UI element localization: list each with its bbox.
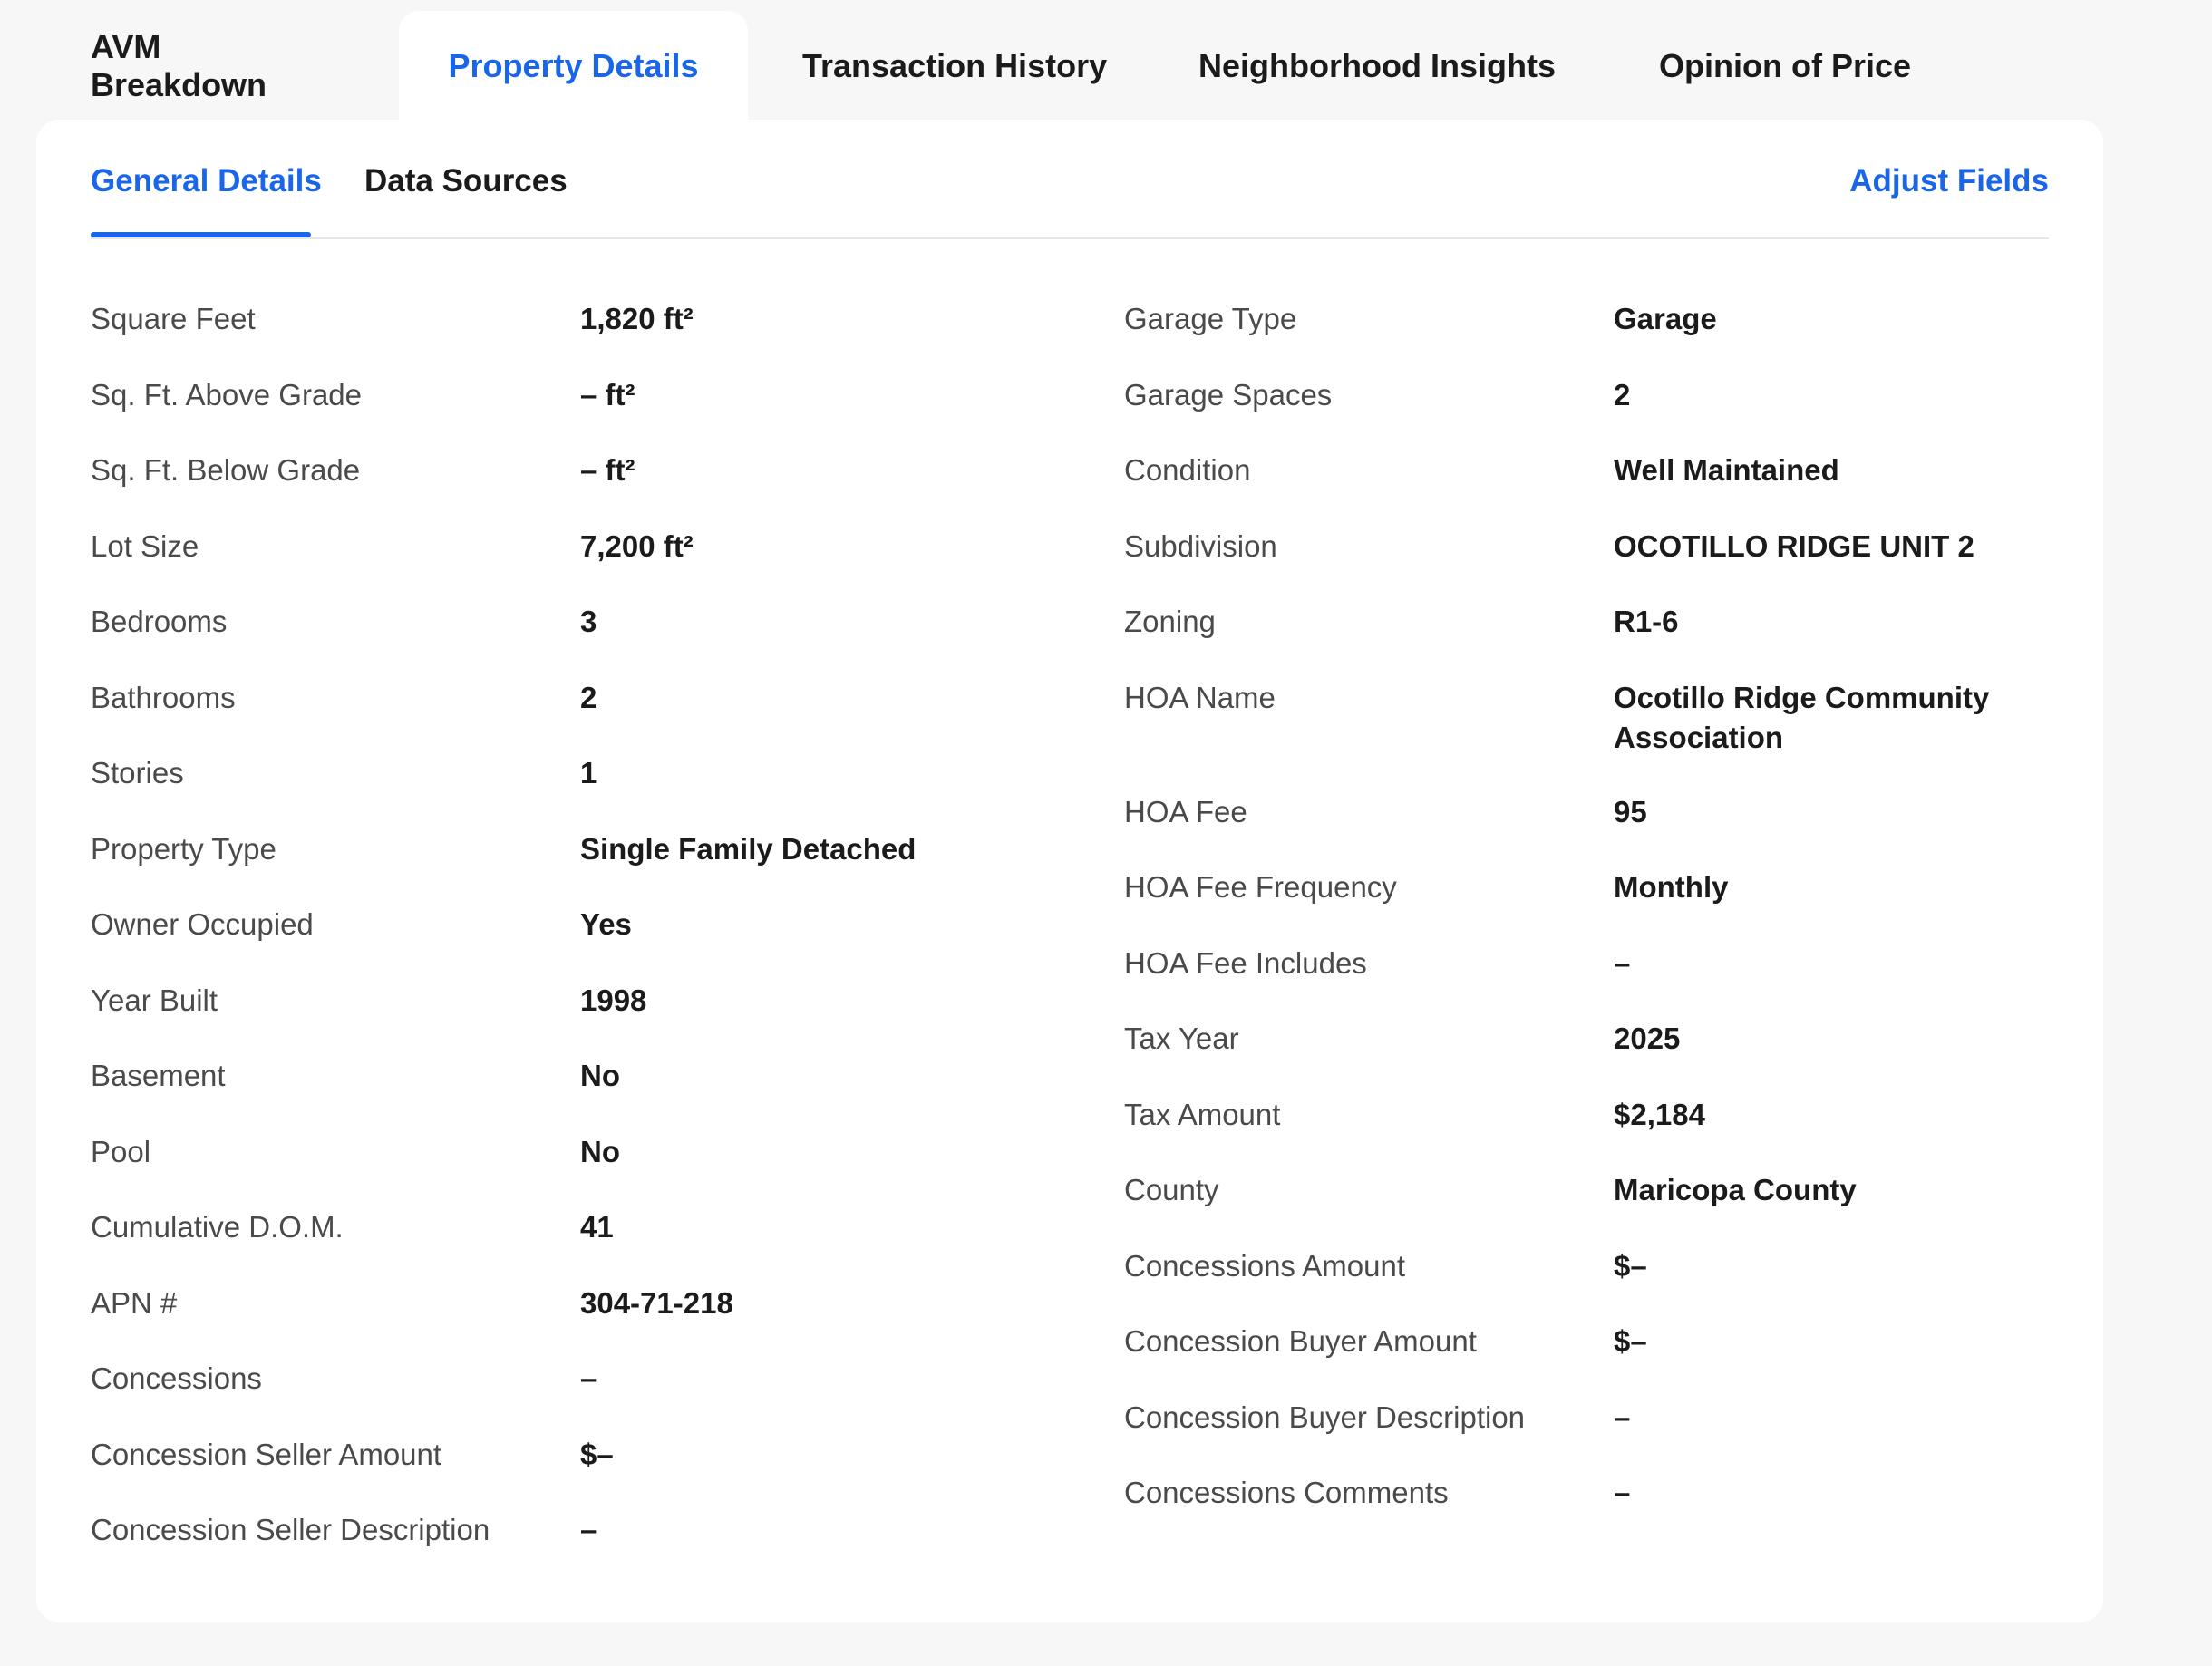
detail-value: $2,184 [1614,1097,1705,1131]
detail-value: – [580,1361,597,1395]
tab-neighborhood-insights[interactable]: Neighborhood Insights [1198,47,1556,84]
tab-opinion-of-price[interactable]: Opinion of Price [1659,47,1912,84]
details-card [36,120,2103,1622]
detail-label: Bedrooms [91,605,228,638]
detail-label: APN # [91,1285,178,1320]
detail-value: 2025 [1614,1022,1681,1055]
detail-label: Sq. Ft. Below Grade [91,453,361,487]
detail-label: Concession Buyer Description [1124,1400,1526,1434]
detail-label: Cumulative D.O.M. [91,1210,344,1244]
subtab-data-sources[interactable]: Data Sources [364,163,568,199]
detail-value: Single Family Detached [580,831,917,866]
detail-label: Concession Seller Amount [91,1437,442,1471]
detail-value: – [1614,1400,1631,1434]
detail-value: No [580,1059,620,1092]
detail-label: Tax Year [1124,1022,1239,1055]
detail-value: $– [1614,1324,1647,1358]
detail-value: Ocotillo Ridge Community Association [1614,680,1990,754]
adjust-fields-link[interactable]: Adjust Fields [1849,163,2049,199]
detail-row [91,678,1088,754]
detail-label: County [1124,1173,1219,1206]
detail-row [1124,450,2049,527]
tab-transaction-history[interactable]: Transaction History [802,47,1108,84]
detail-label: Garage Type [1124,302,1297,335]
detail-value: 3 [580,605,597,638]
detail-row [91,602,1088,678]
tab-avm-breakdown[interactable]: AVM Breakdown [91,28,267,103]
sub-tab-bar [91,120,2049,239]
detail-label: Owner Occupied [91,907,314,941]
detail-label: Condition [1124,453,1251,487]
detail-value: 95 [1614,794,1647,828]
detail-row [1124,678,2049,792]
detail-label: Sq. Ft. Above Grade [91,377,362,412]
subtab-general-details[interactable]: General Details [91,163,322,199]
detail-label: Concessions [91,1361,262,1395]
detail-value: OCOTILLO RIDGE UNIT 2 [1614,528,1974,563]
detail-row [1124,1095,2049,1171]
detail-value: 1,820 ft² [580,302,694,335]
detail-label: HOA Name [1124,680,1276,714]
detail-row [1124,944,2049,1020]
detail-label: Subdivision [1124,528,1277,563]
detail-value: R1-6 [1614,605,1679,638]
detail-row [1124,867,2049,944]
detail-value: $– [580,1437,614,1471]
detail-label: Stories [91,756,184,789]
detail-row [1124,527,2049,603]
detail-row [91,1207,1088,1283]
detail-row [1124,1019,2049,1095]
detail-value: – ft² [580,377,635,412]
detail-row [1124,299,2049,375]
detail-row [1124,792,2049,868]
detail-value: 1 [580,756,597,789]
detail-label: Zoning [1124,605,1216,638]
detail-value: Maricopa County [1614,1173,1857,1206]
main-tab-bar [36,11,2121,121]
detail-row [91,1283,1088,1360]
detail-label: Bathrooms [91,680,236,714]
detail-row [91,450,1088,527]
detail-label: Pool [91,1134,151,1168]
detail-value: 1998 [580,983,647,1017]
details-column-left [91,299,1088,1586]
detail-value: Yes [580,907,632,941]
detail-value: Garage [1614,302,1717,335]
detail-label: Basement [91,1059,226,1092]
detail-value: – [1614,1476,1631,1509]
detail-value: Well Maintained [1614,453,1839,487]
detail-row [91,829,1088,906]
details-column-right [1124,299,2049,1549]
detail-label: HOA Fee Includes [1124,945,1367,980]
detail-value: No [580,1134,620,1168]
detail-label: Garage Spaces [1124,377,1333,412]
detail-value: – [1614,945,1631,980]
detail-label: Concessions Comments [1124,1476,1449,1509]
detail-label: Concessions Amount [1124,1248,1406,1283]
detail-row [1124,1473,2049,1549]
detail-value: 304-71-218 [580,1285,733,1320]
detail-value: 2 [580,680,597,714]
detail-row [91,1359,1088,1435]
detail-row [91,753,1088,829]
detail-row [91,1132,1088,1208]
detail-label: Concession Buyer Amount [1124,1324,1477,1358]
detail-label: Square Feet [91,302,256,335]
detail-value: Monthly [1614,870,1729,904]
detail-value: $– [1614,1248,1647,1283]
detail-row [91,981,1088,1057]
detail-row [91,1435,1088,1511]
detail-row [91,1510,1088,1586]
detail-row [1124,1170,2049,1246]
detail-label: HOA Fee [1124,794,1247,828]
detail-label: Property Type [91,831,276,866]
detail-row [91,527,1088,603]
detail-row [1124,1398,2049,1474]
detail-row [1124,375,2049,451]
detail-row [1124,1246,2049,1322]
detail-row [91,299,1088,375]
detail-row [91,905,1088,981]
detail-label: Tax Amount [1124,1097,1281,1131]
detail-value: 2 [1614,377,1631,412]
active-subtab-indicator [91,232,311,237]
detail-value: 7,200 ft² [580,528,694,563]
detail-label: Year Built [91,983,218,1017]
detail-row [1124,1322,2049,1398]
detail-value: – [580,1513,597,1546]
detail-label: Concession Seller Description [91,1513,490,1546]
detail-value: – ft² [580,453,635,487]
tab-property-details[interactable]: Property Details [399,11,748,121]
detail-label: Lot Size [91,528,199,563]
detail-label: HOA Fee Frequency [1124,870,1397,904]
detail-row [1124,602,2049,678]
detail-row [91,1056,1088,1132]
detail-value: 41 [580,1210,614,1244]
detail-row [91,375,1088,451]
